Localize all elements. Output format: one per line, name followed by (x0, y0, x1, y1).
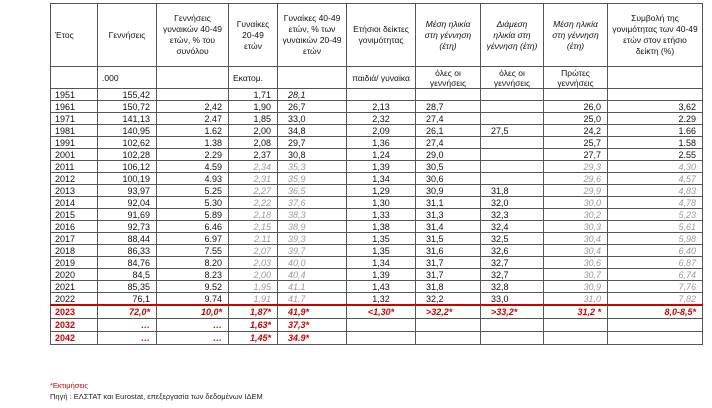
cell-mean: 30,5 (416, 161, 481, 173)
cell-wpct: 40,0 (278, 257, 347, 269)
cell-women: 1,95 (229, 281, 278, 293)
cell-first (544, 319, 608, 332)
cell-pct4049: 2.29 (157, 149, 229, 161)
table-row (51, 89, 703, 101)
cell-first: 30,6 (544, 257, 608, 269)
cell-tfr: 1,24 (347, 149, 416, 161)
cell-births: 92,73 (98, 221, 157, 233)
cell-median: 32,6 (481, 245, 544, 257)
cell-wpct: 38,9 (278, 221, 347, 233)
cell-births: 155,42 (98, 89, 157, 101)
cell-women: 2,27 (229, 185, 278, 197)
cell-pct4049: … (157, 319, 229, 332)
cell-women: 2,37 (229, 149, 278, 161)
cell-median (481, 149, 544, 161)
unit-contribution (608, 67, 703, 89)
cell-median: 32,7 (481, 257, 544, 269)
cell-mean: 31,1 (416, 197, 481, 209)
cell-births: 92,04 (98, 197, 157, 209)
cell-births: 140,95 (98, 125, 157, 137)
cell-year: 2001 (51, 149, 98, 161)
cell-births: 72,0* (98, 305, 157, 319)
header-fertility-rate: Ετήσιοι δείκτες γονιμότητας (347, 4, 416, 67)
cell-pct4049: 9.52 (157, 281, 229, 293)
cell-contrib: 4,30 (608, 161, 703, 173)
cell-wpct: 38,3 (278, 209, 347, 221)
unit-women: Εκατομ. (229, 67, 278, 89)
estimates-footnote: *Εκτιμήσεις (50, 381, 89, 390)
cell-year: 2012 (51, 173, 98, 185)
cell-wpct: 36,5 (278, 185, 347, 197)
cell-year: 2011 (51, 161, 98, 173)
cell-pct4049: 4.93 (157, 173, 229, 185)
cell-births: 102,62 (98, 137, 157, 149)
cell-median: 32,0 (481, 197, 544, 209)
source-footnote: Πηγή : ΕΛΣΤΑΤ και Eurostat, επεξεργασία των δεδομένων ΙΔΕΜ (50, 392, 263, 401)
cell-contrib: 5,61 (608, 221, 703, 233)
cell-births: 76,1 (98, 293, 157, 306)
cell-median: 32,3 (481, 209, 544, 221)
cell-tfr: 1,33 (347, 209, 416, 221)
cell-births: 102,28 (98, 149, 157, 161)
cell-year: 2013 (51, 185, 98, 197)
cell-women: 2,11 (229, 233, 278, 245)
cell-women: 2,00 (229, 269, 278, 281)
cell-contrib: 6,40 (608, 245, 703, 257)
cell-median: 33,0 (481, 293, 544, 306)
header-mean-age: Μέση ηλικία στη γέννηση (έτη) (416, 4, 481, 67)
cell-contrib: 4,83 (608, 185, 703, 197)
cell-pct4049 (157, 89, 229, 101)
cell-wpct: 41,7 (278, 293, 347, 306)
cell-tfr: 1,34 (347, 257, 416, 269)
cell-wpct: 41,1 (278, 281, 347, 293)
table-row (51, 293, 703, 306)
cell-year: 2017 (51, 233, 98, 245)
cell-mean (416, 319, 481, 332)
cell-contrib: 2.55 (608, 149, 703, 161)
table-row (51, 125, 703, 137)
cell-births: 84,5 (98, 269, 157, 281)
cell-births: … (98, 319, 157, 332)
header-births-40-49-pct: Γεννήσεις γυναικών 40-49 ετών, % του συνόλου (157, 4, 229, 67)
header-births: Γεννήσεις (98, 4, 157, 67)
cell-median: 31,8 (481, 185, 544, 197)
cell-year: 2021 (51, 281, 98, 293)
table-row (51, 173, 703, 185)
cell-women: 2,07 (229, 245, 278, 257)
cell-mean: 32,2 (416, 293, 481, 306)
cell-wpct: 35,9 (278, 173, 347, 185)
cell-mean: 30,9 (416, 185, 481, 197)
cell-mean: 29,0 (416, 149, 481, 161)
cell-women: 2,22 (229, 197, 278, 209)
cell-births: 150,72 (98, 101, 157, 113)
cell-wpct: 30,8 (278, 149, 347, 161)
cell-women: 1,91 (229, 293, 278, 306)
cell-median (481, 319, 544, 332)
header-row (51, 4, 703, 67)
unit-fertility: παιδιά/ γυναίκα (347, 67, 416, 89)
cell-births: 84,76 (98, 257, 157, 269)
cell-wpct: 39,7 (278, 245, 347, 257)
cell-wpct: 37,3* (278, 319, 347, 332)
cell-tfr: 1,32 (347, 293, 416, 306)
cell-women: 1,71 (229, 89, 278, 101)
cell-year: 2042 (51, 332, 98, 345)
cell-median: 32,4 (481, 221, 544, 233)
cell-contrib (608, 319, 703, 332)
cell-mean: 26,1 (416, 125, 481, 137)
cell-tfr (347, 89, 416, 101)
table-row (51, 319, 703, 332)
cell-women: 2,08 (229, 137, 278, 149)
cell-first: 30,4 (544, 233, 608, 245)
cell-contrib: 6,74 (608, 269, 703, 281)
cell-tfr: 1,38 (347, 221, 416, 233)
table-row (51, 257, 703, 269)
cell-median (481, 161, 544, 173)
table-row (51, 221, 703, 233)
cell-contrib: 3,62 (608, 101, 703, 113)
unit-first-births: Πρώτες γεννήσεις (544, 67, 608, 89)
cell-median (481, 101, 544, 113)
cell-year: 2020 (51, 269, 98, 281)
unit-mean-age: όλες οι γεννήσεις (416, 67, 481, 89)
cell-women: 2,00 (229, 125, 278, 137)
cell-first: 27,7 (544, 149, 608, 161)
table-row (51, 281, 703, 293)
header-women-20-49: Γυναίκες 20-49 ετών (229, 4, 278, 67)
cell-tfr: 1,30 (347, 197, 416, 209)
cell-pct4049: 2,42 (157, 101, 229, 113)
cell-mean: 31,6 (416, 245, 481, 257)
table-body (51, 89, 703, 345)
cell-mean: 31,4 (416, 221, 481, 233)
cell-year: 2022 (51, 293, 98, 306)
cell-tfr: 1,29 (347, 185, 416, 197)
cell-year: 2032 (51, 319, 98, 332)
cell-first: 30,4 (544, 245, 608, 257)
cell-women: 1,45* (229, 332, 278, 345)
cell-mean: 31,3 (416, 209, 481, 221)
cell-births: 106,12 (98, 161, 157, 173)
cell-women: 2,03 (229, 257, 278, 269)
cell-wpct: 35,3 (278, 161, 347, 173)
cell-pct4049: 1.62 (157, 125, 229, 137)
cell-wpct: 29,7 (278, 137, 347, 149)
unit-births: .000 (98, 67, 157, 89)
cell-pct4049: 4.59 (157, 161, 229, 173)
cell-year: 1971 (51, 113, 98, 125)
cell-first: 25,0 (544, 113, 608, 125)
cell-women: 1,90 (229, 101, 278, 113)
cell-wpct: 26,7 (278, 101, 347, 113)
cell-year: 2014 (51, 197, 98, 209)
cell-mean: 31,7 (416, 257, 481, 269)
cell-mean: >32,2* (416, 305, 481, 319)
cell-first: 26,0 (544, 101, 608, 113)
cell-tfr: 1,43 (347, 281, 416, 293)
cell-contrib: 1.66 (608, 125, 703, 137)
cell-births: … (98, 332, 157, 345)
cell-wpct: 39,3 (278, 233, 347, 245)
cell-first (544, 89, 608, 101)
cell-women: 2,15 (229, 221, 278, 233)
cell-contrib: 4,57 (608, 173, 703, 185)
cell-tfr (347, 332, 416, 345)
cell-first: 30,0 (544, 197, 608, 209)
cell-contrib: 5,98 (608, 233, 703, 245)
table-row (51, 209, 703, 221)
cell-year: 2015 (51, 209, 98, 221)
cell-pct4049: 8.20 (157, 257, 229, 269)
cell-first: 29,6 (544, 173, 608, 185)
cell-median: >33,2* (481, 305, 544, 319)
cell-pct4049: 5.30 (157, 197, 229, 209)
cell-year: 2018 (51, 245, 98, 257)
cell-contrib: 7,82 (608, 293, 703, 306)
cell-year: 2023 (51, 305, 98, 319)
table-row (51, 332, 703, 345)
cell-contrib: 5,23 (608, 209, 703, 221)
cell-contrib: 4,78 (608, 197, 703, 209)
cell-births: 91,69 (98, 209, 157, 221)
cell-wpct: 33,0 (278, 113, 347, 125)
cell-mean: 27,4 (416, 137, 481, 149)
cell-pct4049: 6.46 (157, 221, 229, 233)
cell-median (481, 332, 544, 345)
header-mean-age-first: Μέση ηλικία στη γέννηση (έτη) (544, 4, 608, 67)
cell-tfr: 1,36 (347, 137, 416, 149)
cell-year: 1991 (51, 137, 98, 149)
cell-births: 85,35 (98, 281, 157, 293)
header-contribution: Συμβολή της γονιμότητας των 40-49 ετών στον ετήσιο δείκτη (%) (608, 4, 703, 67)
cell-first: 31,2 * (544, 305, 608, 319)
cell-median (481, 173, 544, 185)
cell-median (481, 113, 544, 125)
cell-mean (416, 89, 481, 101)
cell-women: 2,34 (229, 161, 278, 173)
cell-pct4049: 6.97 (157, 233, 229, 245)
cell-first: 30,9 (544, 281, 608, 293)
table-row (51, 161, 703, 173)
table-row (51, 245, 703, 257)
cell-births: 88,44 (98, 233, 157, 245)
cell-pct4049: 5.89 (157, 209, 229, 221)
header-median-age: Διάμεση ηλικία στη γέννηση (έτη) (481, 4, 544, 67)
cell-contrib: 6,87 (608, 257, 703, 269)
cell-pct4049: … (157, 332, 229, 345)
cell-median: 32,7 (481, 269, 544, 281)
table-row (51, 101, 703, 113)
cell-year: 1951 (51, 89, 98, 101)
cell-year: 2019 (51, 257, 98, 269)
cell-tfr: 2,09 (347, 125, 416, 137)
unit-births-pct (157, 67, 229, 89)
cell-tfr: 1,39 (347, 161, 416, 173)
cell-mean: 27,4 (416, 113, 481, 125)
unit-median-age: όλες οι γεννήσεις (481, 67, 544, 89)
demographics-table (50, 3, 703, 345)
cell-median: 27,5 (481, 125, 544, 137)
cell-pct4049: 10,0* (157, 305, 229, 319)
cell-mean: 30,6 (416, 173, 481, 185)
cell-pct4049: 5.25 (157, 185, 229, 197)
cell-births: 86,33 (98, 245, 157, 257)
header-year: Έτος (51, 4, 98, 67)
cell-first: 29,3 (544, 161, 608, 173)
cell-median: 32,5 (481, 233, 544, 245)
cell-first: 30,2 (544, 209, 608, 221)
cell-women: 2,18 (229, 209, 278, 221)
table-row (51, 233, 703, 245)
cell-pct4049: 2.47 (157, 113, 229, 125)
cell-tfr: 2,32 (347, 113, 416, 125)
cell-tfr: 2,13 (347, 101, 416, 113)
cell-tfr: 1,35 (347, 233, 416, 245)
cell-median (481, 89, 544, 101)
cell-contrib: 7,76 (608, 281, 703, 293)
cell-tfr: 1,34 (347, 173, 416, 185)
cell-mean: 31,5 (416, 233, 481, 245)
cell-year: 2016 (51, 221, 98, 233)
cell-median (481, 137, 544, 149)
cell-wpct: 37,6 (278, 197, 347, 209)
cell-first: 30,7 (544, 269, 608, 281)
cell-mean: 31,8 (416, 281, 481, 293)
cell-births: 100,19 (98, 173, 157, 185)
cell-pct4049: 9.74 (157, 293, 229, 306)
cell-first: 31,0 (544, 293, 608, 306)
cell-first: 25,7 (544, 137, 608, 149)
table-row (51, 185, 703, 197)
cell-first: 29,9 (544, 185, 608, 197)
cell-year: 1961 (51, 101, 98, 113)
cell-wpct: 34.9* (278, 332, 347, 345)
cell-year: 1981 (51, 125, 98, 137)
cell-women: 2,31 (229, 173, 278, 185)
cell-women: 1,87* (229, 305, 278, 319)
cell-contrib: 8,0-8,5* (608, 305, 703, 319)
table-row (51, 305, 703, 319)
cell-tfr: <1,30* (347, 305, 416, 319)
cell-contrib: 1.58 (608, 137, 703, 149)
cell-wpct: 41,9* (278, 305, 347, 319)
cell-pct4049: 1.38 (157, 137, 229, 149)
table-row (51, 149, 703, 161)
unit-year (51, 67, 98, 89)
cell-tfr: 1,35 (347, 245, 416, 257)
cell-pct4049: 7.55 (157, 245, 229, 257)
cell-births: 141,13 (98, 113, 157, 125)
cell-wpct: 40,4 (278, 269, 347, 281)
header-women-40-49-pct: Γυναίκες 40-49 ετών, % των γυναικών 20-49 ετών (278, 4, 347, 67)
cell-mean (416, 332, 481, 345)
cell-women: 1,63* (229, 319, 278, 332)
cell-wpct: 28,1 (278, 89, 347, 101)
cell-contrib: 2.29 (608, 113, 703, 125)
cell-births: 93,97 (98, 185, 157, 197)
cell-first: 24,2 (544, 125, 608, 137)
table-row (51, 197, 703, 209)
cell-contrib (608, 332, 703, 345)
table-row (51, 137, 703, 149)
unit-women-pct (278, 67, 347, 89)
table-row (51, 269, 703, 281)
table-row (51, 113, 703, 125)
cell-mean: 28,7 (416, 101, 481, 113)
cell-tfr (347, 319, 416, 332)
cell-contrib (608, 89, 703, 101)
cell-median: 32,8 (481, 281, 544, 293)
cell-first: 30,3 (544, 221, 608, 233)
cell-tfr: 1,39 (347, 269, 416, 281)
cell-pct4049: 8.23 (157, 269, 229, 281)
cell-women: 1,85 (229, 113, 278, 125)
units-row (51, 67, 703, 89)
cell-mean: 31,7 (416, 269, 481, 281)
cell-wpct: 34,8 (278, 125, 347, 137)
cell-first (544, 332, 608, 345)
